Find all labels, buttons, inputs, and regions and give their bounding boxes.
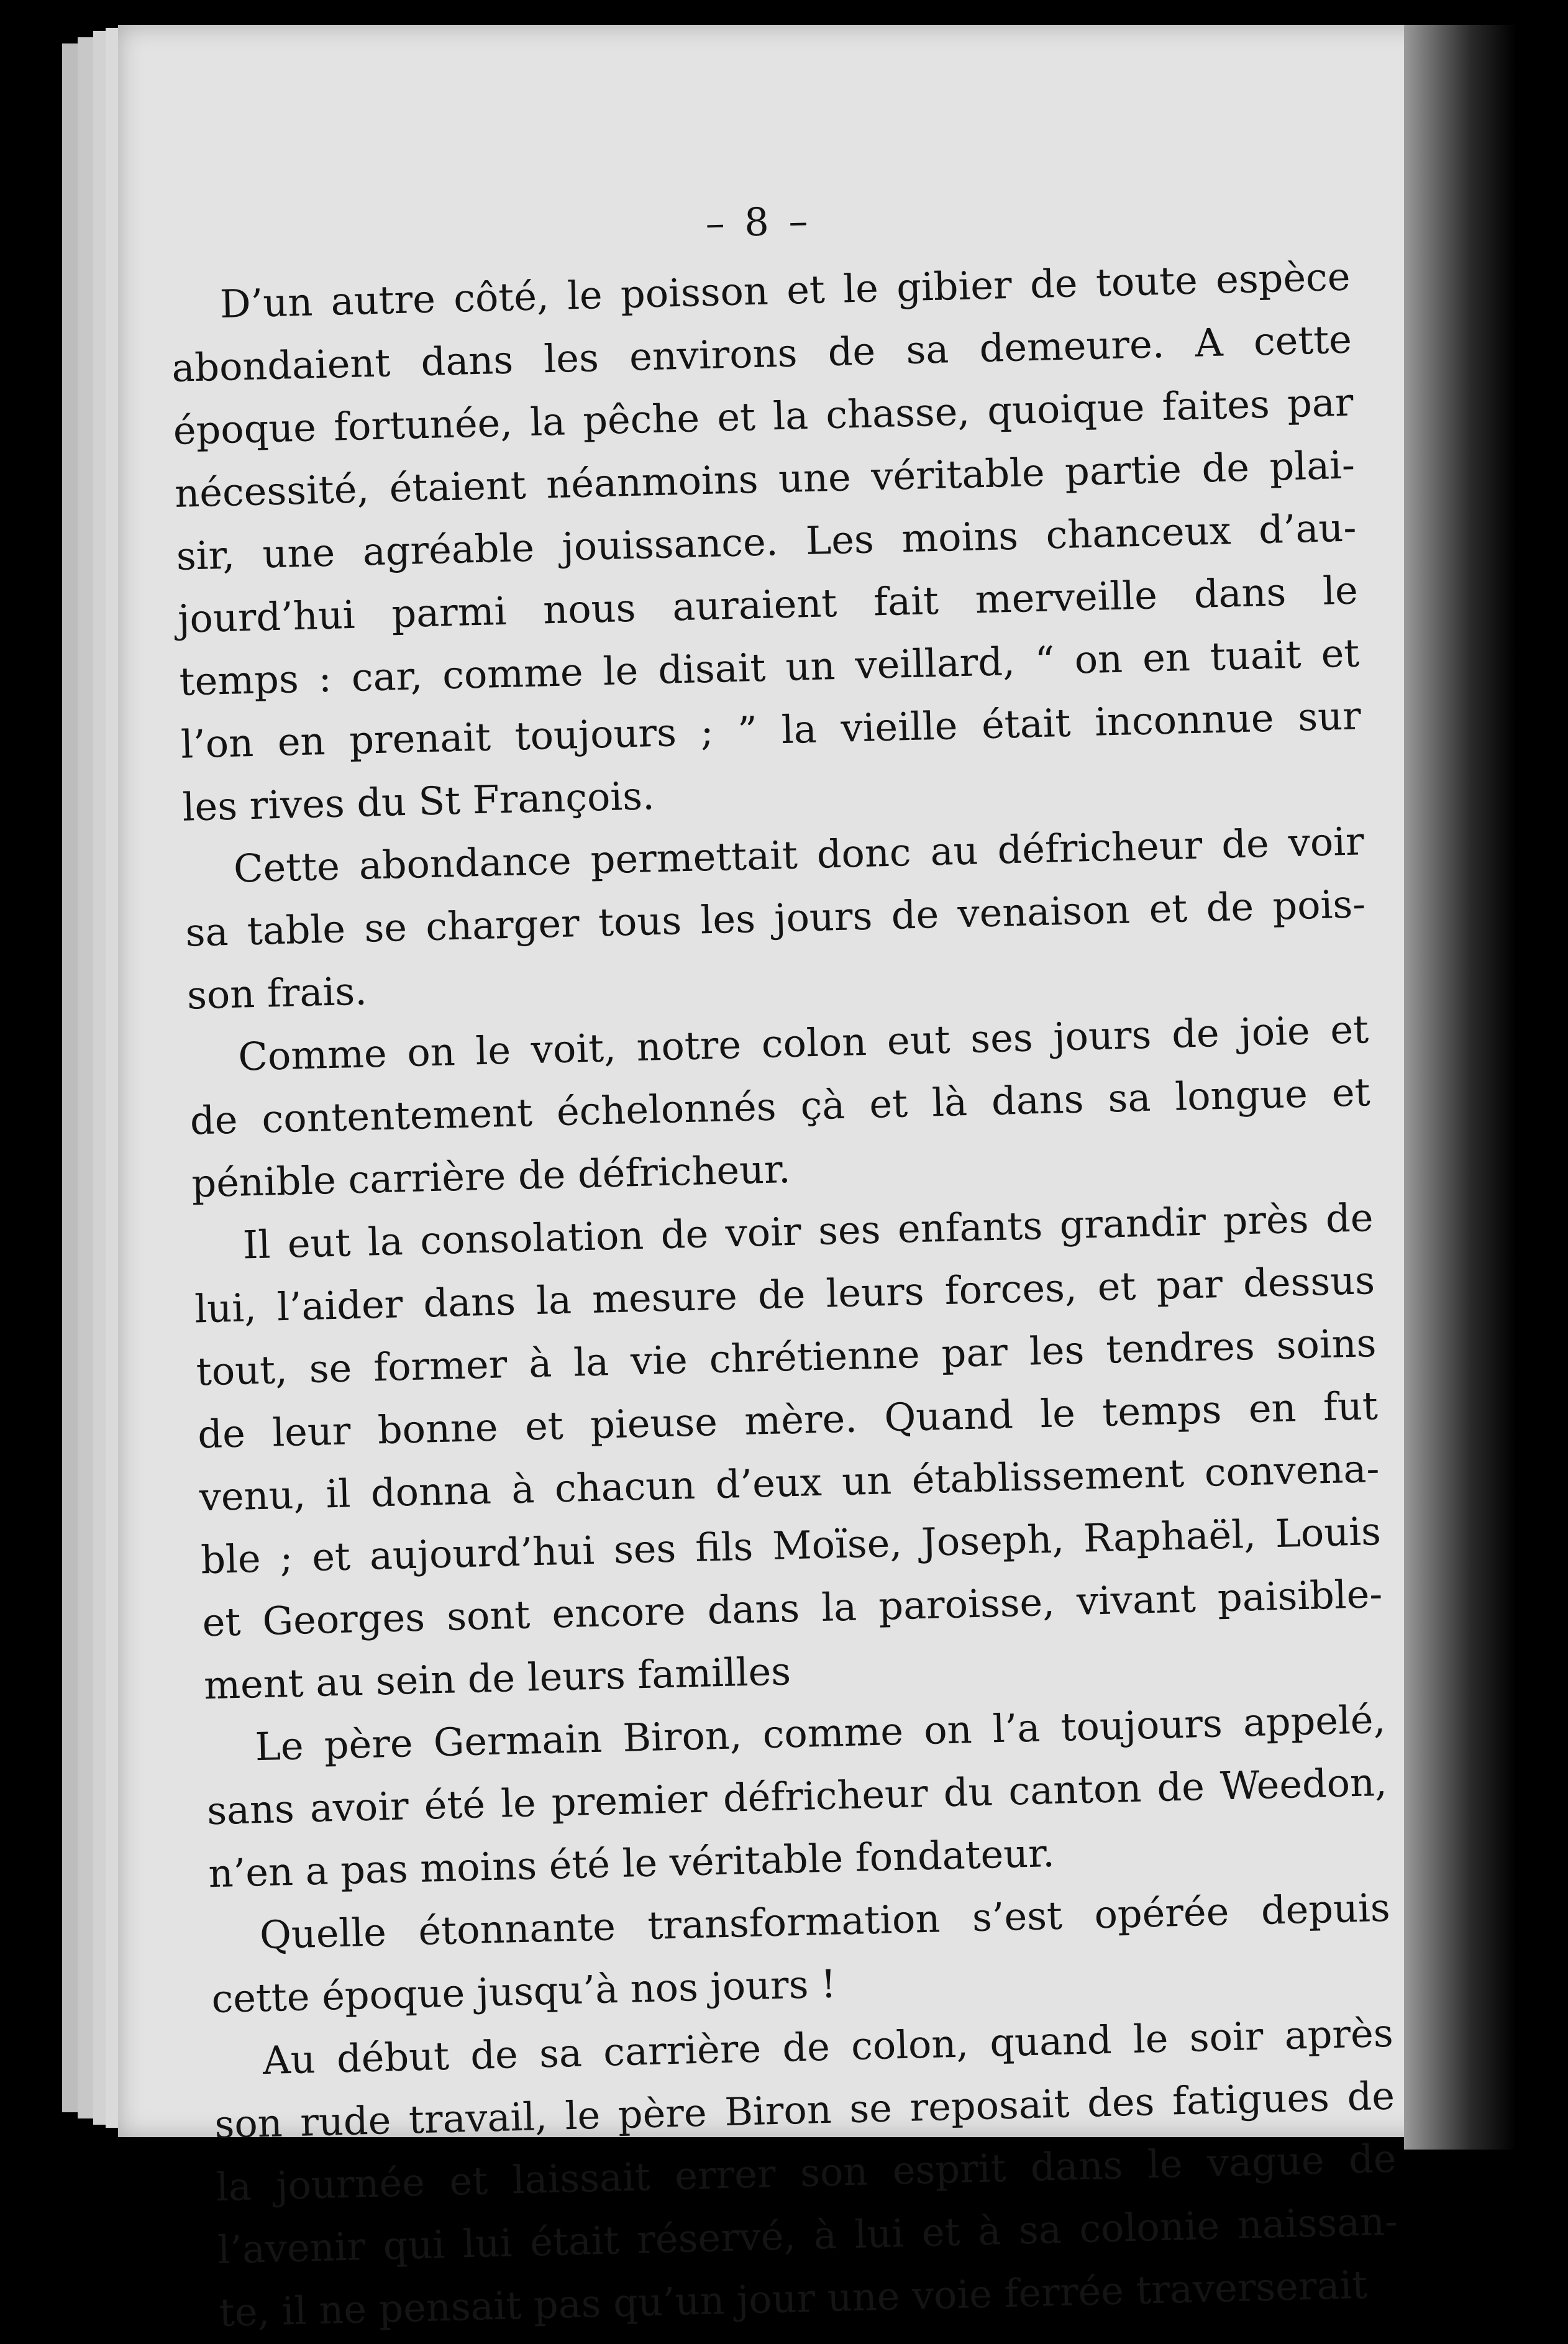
paragraph [170,245,1364,839]
text-line: l’avenir qui lui était réservé, à lui et à sa colonie naissan- [217,2198,1398,2273]
paragraph [183,809,1368,1026]
text-line: Cette abondance permettait donc au défricheur de voir [233,818,1365,892]
text-line: la journée et laissait errer son esprit dans le vague de [216,2135,1397,2210]
text-line: D’un autre côté, le poisson et le gibier de toute espèce [219,253,1351,327]
text-line: Quelle étonnante transformation s’est opérée depuis [259,1884,1391,1958]
text-line: Le père Germain Biron, comme on l’a toujours appelé, [254,1696,1387,1770]
text-line: ment au sein de leurs familles [203,1648,791,1708]
text-line: l’on en prenait toujours ; ” la vieille était inconnue sur [180,693,1362,767]
text-line: sa table se charger tous les jours de venaison et de pois- [185,881,1366,955]
binding-shadow [1404,25,1516,2150]
text-line: Au début de sa carrière de colon, quand le soir après [262,2010,1394,2084]
text-line: sans avoir été le premier défricheur du canton de Weedon, [206,1759,1388,1834]
text-line: venu, il donna à chacun d’eux un établissement convena- [198,1445,1380,1520]
page-number: – 8 – [704,198,813,246]
text-line: abondaient dans les environs de sa demeure. A cette [171,316,1352,391]
text-line: et Georges sont encore dans la paroisse, vivant paisible- [201,1571,1383,1646]
text-line: son frais. [186,968,368,1018]
paragraph [193,1186,1385,1717]
text-line: époque fortunée, la pêche et la chasse, quoique faites par [172,379,1354,454]
paragraph [204,1688,1389,1905]
paragraph [212,2002,1400,2344]
text-line: Il eut la consolation de voir ses enfants grandir près de [242,1195,1374,1268]
text-line: temps : car, comme le disait un veillard, “ on en tuait et [178,630,1361,705]
text-line: lui, l’aider dans la mesure de leurs forces, et par dessus [194,1257,1375,1332]
text-line: sir, une agréable jouissance. Les moins chanceux d’au- [175,504,1357,579]
text-line: les rives du St François. [181,773,655,830]
text-line: ble ; et aujourd’hui ses fils Moïse, Joseph, Raphaël, Louis [200,1508,1382,1583]
page-text [168,176,1400,2344]
text-line: jourd’hui parmi nous auraient fait merveille dans le [177,567,1359,642]
text-line: te, il ne pensait pas qu’un jour une voie ferrée traverserait [219,2261,1369,2335]
text-line: de contentement échelonnés çà et là dans sa longue et [189,1069,1371,1144]
text-line: n’en a pas moins été le véritable fondateur. [207,1830,1055,1897]
text-line: son rude travail, le père Biron se reposait des fatigues de [214,2073,1395,2148]
paragraph-container [170,245,1400,2344]
text-line: de leur bonne et pieuse mère. Quand le temps en fut [197,1382,1379,1457]
text-line: nécessité, étaient néanmoins une véritable partie de plai- [174,442,1356,516]
text-line: cette époque jusqu’à nos jours ! [211,1961,837,2022]
text-line: pénible carrière de défricheur. [191,1146,791,1206]
text-line: Comme on le voit, notre colon eut ses jours de joie et [237,1006,1369,1080]
text-line: tout, se former à la vie chrétienne par les tendres soins [196,1320,1377,1395]
paragraph [188,998,1372,1215]
